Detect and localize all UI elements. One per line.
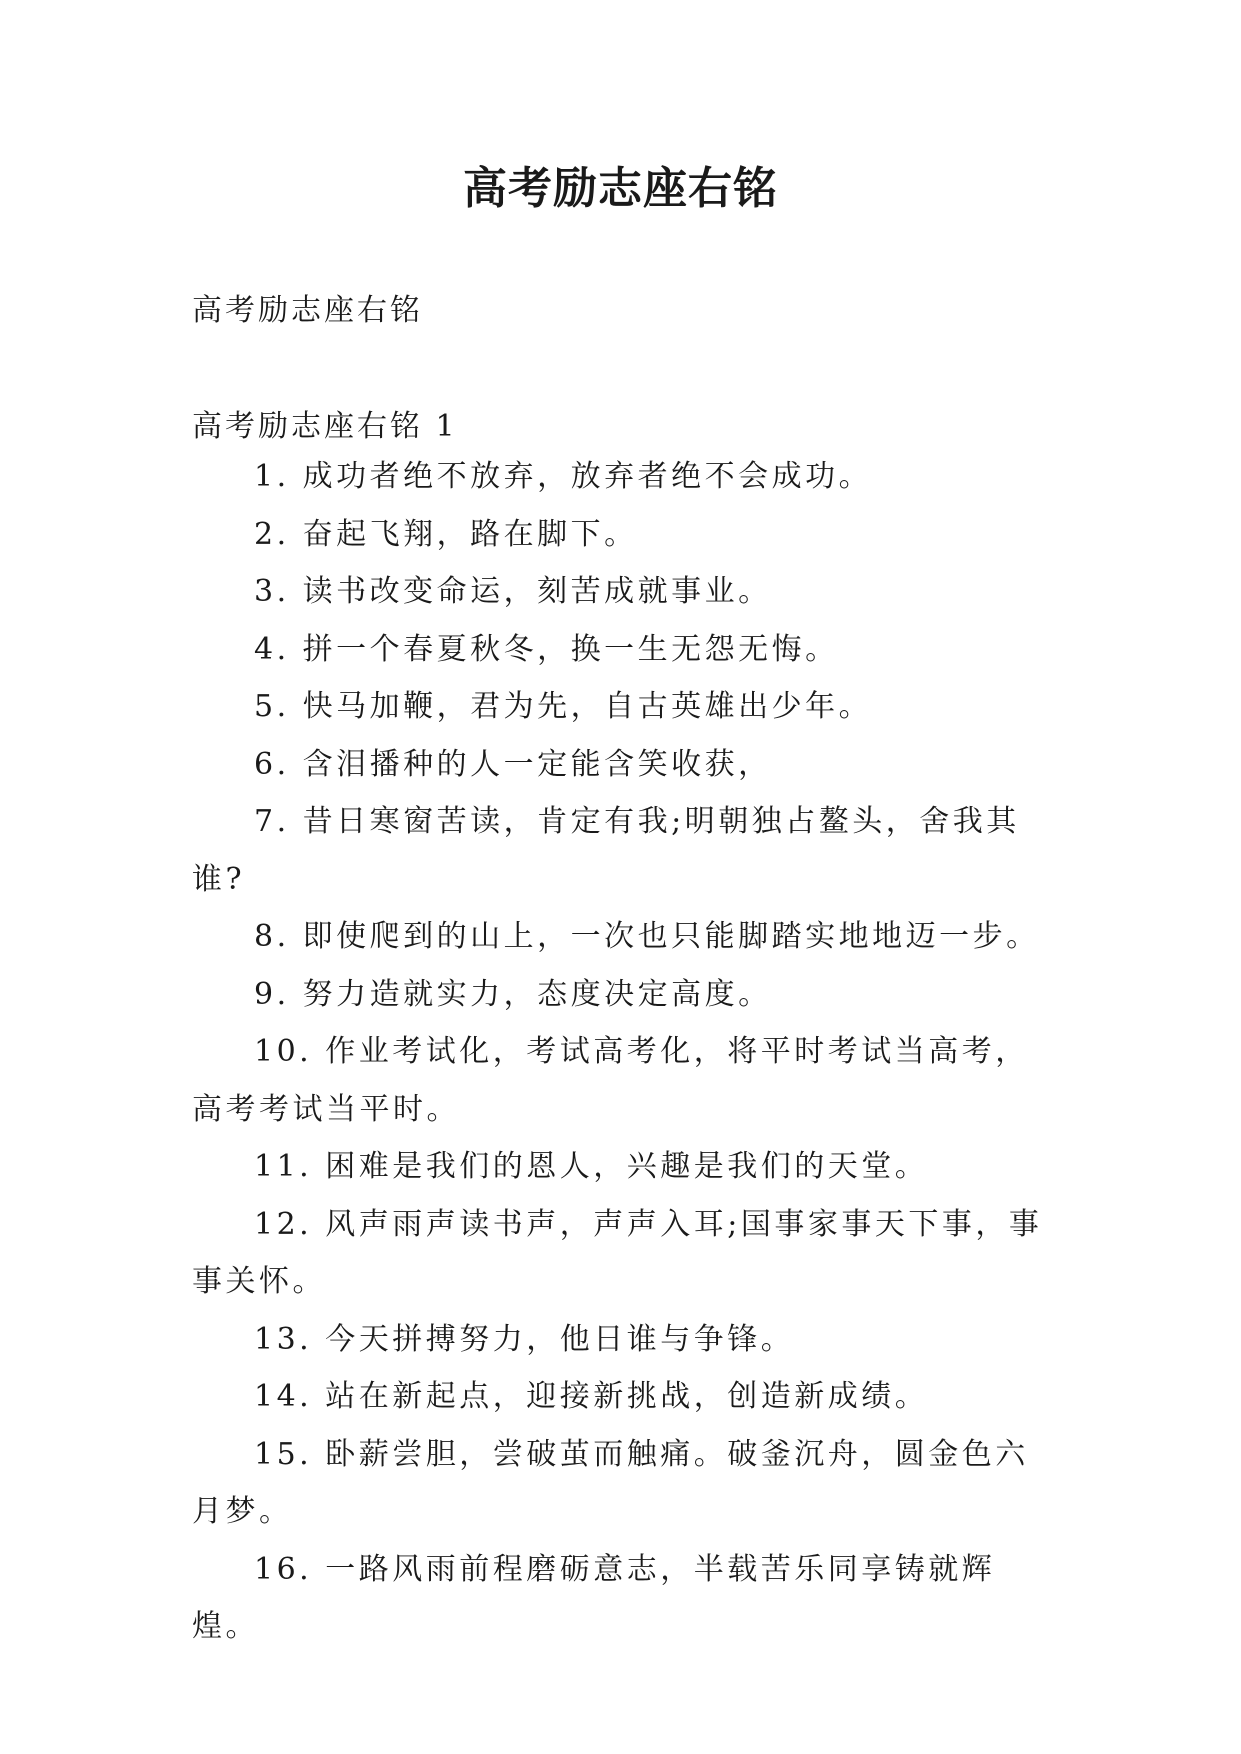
motto-item-12: 12. 风声雨声读书声，声声入耳;国事家事天下事，事事关怀。: [192, 1206, 1043, 1299]
document-body: [192, 290, 1052, 1656]
motto-item-6: 6. 含泪播种的人一定能含笑收获，: [254, 746, 772, 782]
motto-item-7: 7. 昔日寒窗苦读，肯定有我;明朝独占鳌头，舍我其谁?: [192, 804, 1020, 897]
motto-item-4: 4. 拼一个春夏秋冬，换一生无怨无悔。: [254, 631, 839, 667]
motto-item-2: 2. 奋起飞翔，路在脚下。: [254, 516, 638, 552]
motto-list: [192, 448, 1052, 1656]
motto-item-16: 16. 一路风雨前程磨砺意志，半载苦乐同享铸就辉煌。: [192, 1551, 996, 1644]
section-heading: 高考励志座右铭 1: [192, 409, 458, 444]
document-subtitle: 高考励志座右铭: [192, 293, 423, 328]
motto-item-13: 13. 今天拼搏努力，他日谁与争锋。: [254, 1321, 795, 1357]
motto-item-3: 3. 读书改变命运，刻苦成就事业。: [254, 574, 772, 609]
motto-item-1: 1. 成功者绝不放弃，放弃者绝不会成功。: [254, 459, 873, 494]
document-title: 高考励志座右铭: [463, 163, 778, 214]
motto-item-8: 8. 即使爬到的山上，一次也只能脚踏实地地迈一步。: [254, 919, 1040, 954]
motto-item-5: 5. 快马加鞭，君为先，自古英雄出少年。: [254, 689, 873, 724]
motto-item-9: 9. 努力造就实力，态度决定高度。: [254, 976, 772, 1012]
motto-item-11: 11. 困难是我们的恩人，兴趣是我们的天堂。: [254, 1149, 929, 1184]
motto-item-10: 10. 作业考试化，考试高考化，将平时考试当高考，高考考试当平时。: [192, 1034, 1029, 1127]
motto-item-15: 15. 卧薪尝胆，尝破茧而触痛。破釜沉舟，圆金色六月梦。: [192, 1436, 1029, 1529]
motto-item-14: 14. 站在新起点，迎接新挑战，创造新成绩。: [254, 1379, 929, 1414]
